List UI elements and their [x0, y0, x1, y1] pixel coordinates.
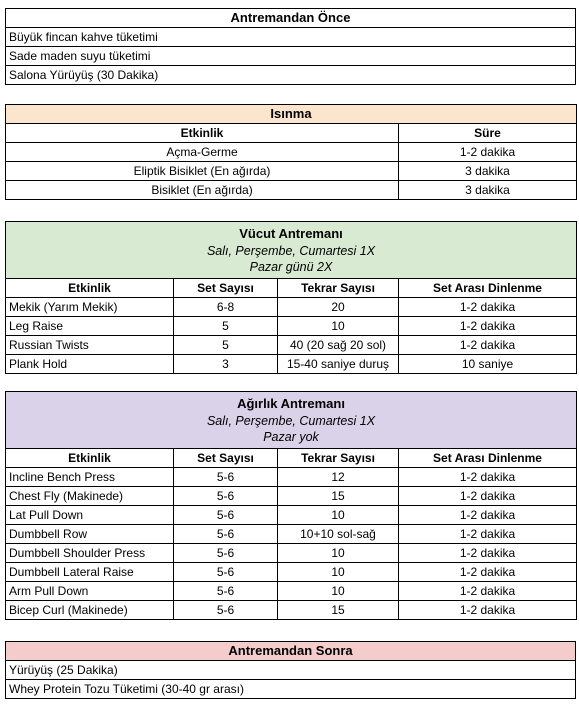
body-sets: 5 [174, 336, 278, 355]
table-row [6, 563, 577, 582]
weight-activity: Dumbbell Lateral Raise [6, 563, 174, 582]
before-workout-table [5, 8, 576, 85]
table-row [6, 601, 577, 620]
table-row [6, 487, 577, 506]
body-workout-subtitle-1: Salı, Perşembe, Cumartesi 1X [206, 244, 376, 258]
weight-header-rest: Set Arası Dinlenme [399, 449, 577, 468]
warmup-duration: 3 dakika [399, 162, 577, 181]
after-item: Whey Protein Tozu Tüketimi (30-40 gr arası) [6, 680, 576, 699]
weight-sets: 5-6 [174, 582, 278, 601]
body-workout-section [5, 221, 576, 374]
table-row [6, 468, 577, 487]
weight-rest: 1-2 dakika [399, 563, 577, 582]
body-rest: 1-2 dakika [399, 298, 577, 317]
warmup-header-activity: Etkinlik [6, 124, 399, 143]
weight-sets: 5-6 [174, 563, 278, 582]
weight-sets: 5-6 [174, 544, 278, 563]
weight-rest: 1-2 dakika [399, 468, 577, 487]
weight-header-sets: Set Sayısı [174, 449, 278, 468]
weight-activity: Arm Pull Down [6, 582, 174, 601]
weight-rest: 1-2 dakika [399, 506, 577, 525]
weight-rest: 1-2 dakika [399, 487, 577, 506]
weight-reps: 10 [278, 582, 399, 601]
body-activity: Russian Twists [6, 336, 174, 355]
weight-activity: Bicep Curl (Makinede) [6, 601, 174, 620]
body-reps: 10 [278, 317, 399, 336]
weight-workout-table [5, 391, 577, 620]
after-workout-title: Antremandan Sonra [6, 642, 576, 661]
weight-rest: 1-2 dakika [399, 544, 577, 563]
weight-activity: Dumbbell Row [6, 525, 174, 544]
weight-rest: 1-2 dakika [399, 525, 577, 544]
table-row [6, 317, 577, 336]
weight-rest: 1-2 dakika [399, 601, 577, 620]
body-workout-title: Vücut Antremanı [239, 226, 343, 241]
body-activity: Plank Hold [6, 355, 174, 374]
weight-activity: Incline Bench Press [6, 468, 174, 487]
weight-sets: 5-6 [174, 506, 278, 525]
body-sets: 5 [174, 317, 278, 336]
body-activity: Mekik (Yarım Mekik) [6, 298, 174, 317]
weight-reps: 10 [278, 563, 399, 582]
warmup-section [5, 104, 576, 200]
body-rest: 1-2 dakika [399, 336, 577, 355]
weight-workout-header-cell [6, 392, 577, 449]
weight-activity: Lat Pull Down [6, 506, 174, 525]
body-reps: 20 [278, 298, 399, 317]
table-row [6, 582, 577, 601]
weight-sets: 5-6 [174, 487, 278, 506]
table-row [6, 162, 577, 181]
after-workout-table [5, 641, 576, 699]
table-row [6, 298, 577, 317]
weight-reps: 15 [278, 601, 399, 620]
weight-workout-title: Ağırlık Antremanı [237, 396, 345, 411]
body-sets: 3 [174, 355, 278, 374]
weight-reps: 10 [278, 506, 399, 525]
before-item: Büyük fincan kahve tüketimi [6, 28, 576, 47]
table-row [6, 544, 577, 563]
body-header-reps: Tekrar Sayısı [278, 279, 399, 298]
weight-workout-subtitle-2: Pazar yok [263, 430, 319, 444]
weight-sets: 5-6 [174, 525, 278, 544]
weight-workout-section [5, 391, 576, 620]
table-row [6, 525, 577, 544]
weight-workout-subtitle-1: Salı, Perşembe, Cumartesi 1X [206, 414, 376, 428]
body-sets: 6-8 [174, 298, 278, 317]
before-workout-title: Antremandan Önce [6, 9, 576, 28]
body-rest: 1-2 dakika [399, 317, 577, 336]
weight-reps: 12 [278, 468, 399, 487]
weight-reps: 10 [278, 544, 399, 563]
body-reps: 40 (20 sağ 20 sol) [278, 336, 399, 355]
body-header-sets: Set Sayısı [174, 279, 278, 298]
before-item: Sade maden suyu tüketimi [6, 47, 576, 66]
warmup-duration: 3 dakika [399, 181, 577, 200]
table-row [6, 181, 577, 200]
weight-activity: Chest Fly (Makinede) [6, 487, 174, 506]
body-header-rest: Set Arası Dinlenme [399, 279, 577, 298]
warmup-header-duration: Süre [399, 124, 577, 143]
after-item: Yürüyüş (25 Dakika) [6, 661, 576, 680]
weight-header-activity: Etkinlik [6, 449, 174, 468]
weight-reps: 15 [278, 487, 399, 506]
body-workout-header-cell [6, 222, 577, 279]
warmup-duration: 1-2 dakika [399, 143, 577, 162]
body-activity: Leg Raise [6, 317, 174, 336]
weight-sets: 5-6 [174, 468, 278, 487]
warmup-activity: Eliptik Bisiklet (En ağırda) [6, 162, 399, 181]
body-rest: 10 saniye [399, 355, 577, 374]
body-workout-table [5, 221, 577, 374]
weight-reps: 10+10 sol-sağ [278, 525, 399, 544]
weight-header-reps: Tekrar Sayısı [278, 449, 399, 468]
weight-sets: 5-6 [174, 601, 278, 620]
weight-activity: Dumbbell Shoulder Press [6, 544, 174, 563]
body-workout-subtitle-2: Pazar günü 2X [249, 260, 333, 274]
table-row [6, 506, 577, 525]
body-reps: 15-40 saniye duruş [278, 355, 399, 374]
after-workout-section [5, 641, 576, 699]
table-row [6, 143, 577, 162]
weight-rest: 1-2 dakika [399, 582, 577, 601]
warmup-activity: Bisiklet (En ağırda) [6, 181, 399, 200]
body-header-activity: Etkinlik [6, 279, 174, 298]
before-workout-section [5, 8, 576, 85]
before-item: Salona Yürüyüş (30 Dakika) [6, 66, 576, 85]
table-row [6, 336, 577, 355]
warmup-title: Isınma [6, 105, 577, 124]
table-row [6, 355, 577, 374]
warmup-activity: Açma-Germe [6, 143, 399, 162]
warmup-table [5, 104, 577, 200]
